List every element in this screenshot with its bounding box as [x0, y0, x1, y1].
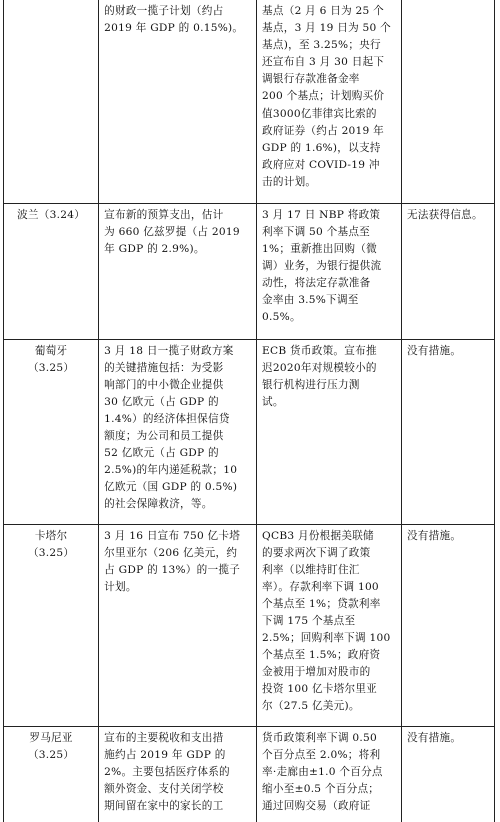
country-name: 卡塔尔 [34, 529, 68, 542]
text-line: 尔里亚尔（206 亿美元，约 [104, 546, 238, 559]
text-line: 政府证券（约占 2019 年 [262, 124, 384, 137]
monetary-measures-cell [257, 524, 402, 726]
text-line: 1%；重新推出回购（微 [262, 242, 377, 255]
text-line: 缩小至±0.5 个百分点； [262, 782, 380, 795]
text-line: QCB3 月份根据美联储 [262, 529, 374, 542]
text-line: 2019 年 GDP 的 0.15%)。 [104, 22, 244, 35]
text-line: 2.5%)的年内递延税款；10 [104, 464, 238, 477]
text-line: 金被用于增加对股市的 [262, 666, 371, 679]
text-line: 利率下调 50 个基点至 [262, 225, 371, 238]
text-line: 个基点至 1.5%；政府资 [262, 649, 381, 662]
text-line: 试。 [262, 395, 284, 408]
text-line: 年 GDP 的 2.9%)。 [104, 242, 205, 255]
text-line: 银行机构进行压力测 [262, 378, 360, 391]
text-line: 基点，3 月 19 日为 50 个 [262, 22, 391, 35]
country-name: 罗马尼亚 [29, 731, 73, 744]
text-line: 调银行存款准备金率 [262, 73, 360, 86]
text-line: 的要求两次下调了政策 [262, 546, 371, 559]
fiscal-measures-cell [99, 726, 257, 822]
text-line: 通过回购交易（政府证 [262, 799, 371, 812]
country-date: （3.25） [27, 748, 75, 761]
other-measures-cell [401, 203, 494, 339]
text-line: 基点)，至 3.25%；央行 [262, 39, 381, 52]
monetary-measures-cell [257, 0, 402, 203]
text-line: 的社会保障救济，等。 [104, 498, 213, 511]
text-line: 宣布新的预算支出，估计 [104, 208, 224, 221]
monetary-measures-cell [257, 726, 402, 822]
text-line: 响部门的中小微企业提供 [104, 378, 224, 391]
text-line: 30 亿欧元（占 GDP 的 [104, 395, 219, 408]
text-line: 0.5%。 [262, 311, 301, 324]
text-line: ECB 货币政策。宣布推 [262, 344, 377, 357]
text-line: 调）业务，为银行提供流 [262, 259, 382, 272]
text-line: 的财政一揽子计划（约占 [104, 5, 224, 17]
text-line: 3 月 17 日 NBP 将政策 [262, 208, 381, 221]
text-line: 没有措施。 [406, 344, 462, 357]
text-line: 计划。 [104, 580, 137, 593]
fiscal-measures-cell [99, 524, 257, 726]
country-cell [4, 0, 99, 203]
text-line: 击的计划。 [262, 175, 317, 188]
country-date: （3.25） [27, 361, 75, 374]
text-line: 还宣布自 3 月 30 日起下 [262, 56, 385, 69]
text-line: 货币政策利率下调 0.50 [262, 731, 378, 744]
text-line: 2%。主要包括医疗体系的 [104, 765, 230, 778]
country-name: 葡萄牙 [34, 344, 68, 357]
text-line: 率·走廊由±1.0 个百分点 [262, 765, 383, 778]
table-row [4, 524, 495, 726]
text-line: 2.5%；回购利率下调 100 [262, 632, 391, 645]
text-line: 施约占 2019 年 GDP 的 [104, 748, 226, 761]
text-line: 利率（以维持盯住汇 [262, 563, 360, 576]
text-line: 尔（27.5 亿美元)。 [262, 700, 360, 713]
fiscal-measures-cell [99, 339, 257, 524]
country-name: 波兰（3.24） [17, 208, 86, 221]
country-cell [4, 524, 99, 726]
other-measures-cell [401, 524, 494, 726]
text-line: 个基点至 1%；贷款利率 [262, 597, 381, 610]
text-line: 为 660 亿兹罗提（占 2019 [104, 225, 240, 238]
measures-table [3, 0, 495, 822]
text-line: 亿欧元（国 GDP 的 0.5%) [104, 481, 238, 494]
other-measures-cell [401, 726, 494, 822]
text-line: 52 亿欧元（占 GDP 的 [104, 447, 219, 460]
country-cell [4, 203, 99, 339]
text-line: 政府应对 COVID-19 冲 [262, 158, 380, 171]
country-date: （3.25） [27, 546, 75, 559]
fiscal-measures-cell [99, 203, 257, 339]
table-row [4, 339, 495, 524]
text-line: 3 月 16 日宣布 750 亿卡塔 [104, 529, 241, 542]
table-row [4, 203, 495, 339]
other-measures-cell [401, 339, 494, 524]
text-line: 没有措施。 [406, 529, 462, 542]
monetary-measures-cell [257, 203, 402, 339]
text-line: 3 月 18 日一揽子财政方案 [104, 344, 234, 357]
text-line: 200 个基点；计划购买价 [262, 90, 385, 103]
country-cell [4, 339, 99, 524]
text-line: 个百分点至 2.0%；将利 [262, 748, 381, 761]
text-line: 值3000亿菲律宾比索的 [262, 107, 377, 120]
text-line: 占 GDP 的 13%）的一揽子 [104, 563, 241, 576]
text-line: 动性，将法定存款准备 [262, 276, 371, 289]
text-line: 额度；为公司和员工提供 [104, 429, 224, 442]
text-line: 金率由 3.5%下调至 [262, 293, 359, 306]
text-line: 无法获得信息。 [406, 208, 483, 221]
text-line: 的关键措施包括：为受影 [104, 361, 224, 374]
monetary-measures-cell [257, 339, 402, 524]
text-line: GDP 的 1.6%)，以支持 [262, 141, 381, 154]
table-row [4, 0, 495, 203]
text-line: 基点（2 月 6 日为 25 个 [262, 5, 384, 17]
text-line: 1.4%）的经济体担保信贷 [104, 412, 230, 425]
country-cell [4, 726, 99, 822]
fiscal-measures-cell [99, 0, 257, 203]
text-line: 下调 175 个基点至 [262, 614, 356, 627]
text-line: 额外资金、支付关闭学校 [104, 782, 224, 795]
text-line: 率）。存款利率下调 100 [262, 580, 379, 593]
text-line: 迟2020年对规模较小的 [262, 361, 377, 374]
text-line: 宣布的主要税收和支出措 [104, 731, 224, 744]
text-line: 没有措施。 [406, 731, 462, 744]
other-measures-cell [401, 0, 494, 203]
table-row [4, 726, 495, 822]
text-line: 投资 100 亿卡塔尔里亚 [262, 683, 378, 696]
text-line: 期间留在家中的家长的工 [104, 799, 224, 812]
